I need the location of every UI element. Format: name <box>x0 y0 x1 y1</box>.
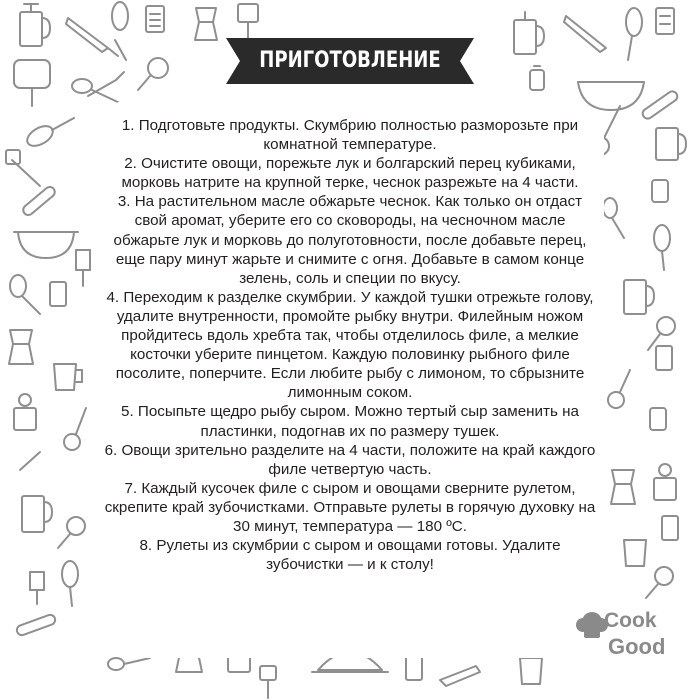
salt-shaker-icon <box>530 66 544 90</box>
step-1: 1. Подготовьте продукты. Скумбрию полностью разморозьте при комнатной температуре. <box>121 117 579 154</box>
french-press-icon <box>20 4 50 46</box>
salt-shaker-icon <box>652 180 668 202</box>
pizza-cutter-icon <box>138 58 168 90</box>
french-press-icon <box>514 12 544 54</box>
title-banner <box>226 38 474 84</box>
spoon-icon <box>10 275 40 314</box>
pot-icon <box>14 232 78 258</box>
french-press-icon <box>624 280 654 314</box>
step-6: 6. Овощи зрительно разделите на 4 части, положите на край каждого филе четвертую часть. <box>104 441 596 478</box>
grater-icon <box>50 282 66 306</box>
grater-icon <box>406 656 422 680</box>
measuring-cup-icon <box>624 540 646 566</box>
coffee-grinder-icon <box>14 394 36 430</box>
pizza-cutter-icon <box>58 517 85 548</box>
whisk-icon <box>626 8 642 60</box>
spoon-icon <box>108 658 150 670</box>
cleaver-icon <box>76 250 90 286</box>
rolling-pin-icon <box>21 185 57 217</box>
grater-icon <box>656 346 672 370</box>
spatula-icon <box>260 666 276 698</box>
mixer-icon <box>14 60 50 106</box>
measuring-cup-icon <box>520 658 542 684</box>
step-4: 4. Переходим к разделке скумбрии. У каждой тушки отрежьте голову, удалите внутренности, промойте рыбку внутри. Филейным ножом пройдитесь вдоль хребта так, чтобы отделилось филе, а мелкие косточки уберите пинцетом. Каждую половинку рыбного филе посолите, поперчите. Если любите рыбу с лимоном, то сбрызните лимонным соком. <box>106 288 594 402</box>
step-2: 2. Очистите овощи, порежьте лук и болгарский перец кубиками, морковь натрите на крупной терке, чеснок разрежьте на 4 части. <box>121 155 579 192</box>
spatula-icon <box>6 150 40 186</box>
french-press-icon <box>22 496 52 532</box>
french-press-icon <box>656 128 686 160</box>
knife-icon <box>440 666 480 686</box>
recipe-steps <box>104 116 596 574</box>
fork-icon <box>20 452 40 470</box>
fork-icon <box>88 72 124 96</box>
pizza-cutter-icon <box>646 567 673 598</box>
cookgood-logo <box>572 606 682 668</box>
moka-pot-icon <box>195 8 217 40</box>
ladle-icon <box>608 370 630 408</box>
step-8: 8. Рулеты из скумбрии с сыром и овощами готовы. Удалите зубочистки — и к столу! <box>139 537 561 574</box>
salt-shaker-icon <box>650 408 666 430</box>
whisk-icon <box>24 118 74 150</box>
step-3: 3. На растительном масле обжарьте чеснок. Как только он отдаст свой аромат, уберите его со сковороды, на чесночном масле обжарьте лук и морковь до полуготовности, после добавьте перец, еще пару минут жарьте и снимите с огня. Добавьте в самом конце зелень, соль и специи по вкусу. <box>113 193 587 287</box>
coffee-grinder-icon <box>654 464 676 500</box>
grater-icon <box>656 8 674 34</box>
knife-icon <box>66 18 118 56</box>
moka-pot-icon <box>9 330 33 364</box>
logo-text-cook: Cook <box>604 609 657 632</box>
moka-pot-icon <box>611 470 635 504</box>
logo-text-good: Good <box>608 634 666 659</box>
knife-icon <box>564 16 606 52</box>
rolling-pin-icon <box>641 89 680 120</box>
page-title: ПРИГОТОВЛЕНИЕ <box>259 48 441 73</box>
whisk-icon <box>62 561 78 606</box>
grater-icon <box>662 516 678 540</box>
whisk-icon <box>654 225 670 270</box>
whisk-icon <box>112 2 128 60</box>
step-7: 7. Каждый кусочек филе с сыром и овощами сверните рулетом, скрепите край зубочистками. Отправьте рулеты в горячую духовку на 30 минут, температура — 180 ºС. <box>104 479 596 535</box>
measuring-cup-icon <box>54 364 82 390</box>
grater-icon <box>146 6 164 32</box>
step-5: 5. Посыпьте щедро рыбу сыром. Можно тертый сыр заменить на пластинки, подогнав их по размеру тушек. <box>121 403 579 440</box>
rolling-pin-icon <box>15 613 56 636</box>
cleaver-icon <box>30 572 44 604</box>
ladle-icon <box>64 408 86 450</box>
spoon-icon <box>603 198 624 238</box>
